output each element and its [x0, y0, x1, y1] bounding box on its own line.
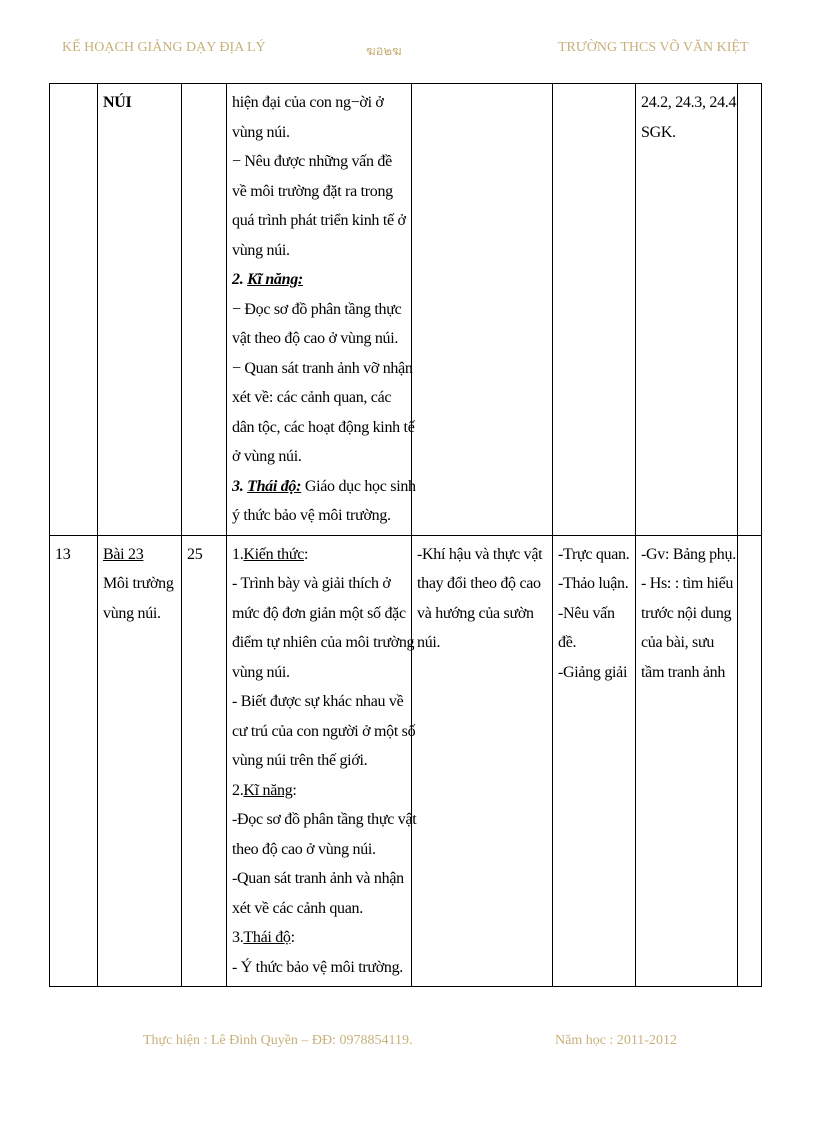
footer-left: Thực hiện : Lê Đình Quyền – ĐĐ: 0978854119. — [143, 1033, 413, 1048]
week-cell — [50, 84, 98, 536]
objective-line: hiện đại của con ng−ời ở — [232, 94, 384, 111]
preparation-cell — [636, 535, 738, 987]
objectives-cell — [227, 84, 416, 536]
preparation-line: -Gv: Bảng phụ. — [641, 545, 736, 563]
preparation-line: 24.2, 24.3, 24.4 — [641, 94, 737, 111]
objective-line: - Trình bày và giải thích ở — [232, 575, 391, 592]
objective-line: theo độ cao ở vùng núi. — [232, 840, 376, 858]
lesson-plan-table — [49, 83, 762, 987]
focus-line: và hướng của sườn — [417, 604, 534, 622]
header-ornament: ฆอ๒ฆ — [366, 43, 402, 58]
objective-line: vùng núi trên thế giới. — [232, 752, 368, 769]
knowledge-heading — [232, 540, 406, 570]
period-cell — [182, 535, 227, 987]
objective-line: − Đọc sơ đồ phân tầng thực — [232, 300, 402, 318]
period-cell — [182, 84, 227, 536]
skills-heading-text: Kĩ năng: — [247, 271, 303, 288]
skills-colon: : — [292, 781, 297, 799]
attitude-heading-text: Thái độ: — [247, 477, 302, 495]
method-line: -Giảng giải — [558, 663, 628, 681]
objective-line: về môi trường đặt ra trong — [232, 182, 393, 200]
attitude-heading-text: Thái độ — [243, 929, 291, 946]
methods-cell — [553, 84, 636, 536]
table-row — [50, 84, 762, 536]
focus-cell — [412, 535, 553, 987]
lesson-cell — [98, 535, 182, 987]
attitude-number: 3. — [232, 929, 244, 946]
objective-line: − Quan sát tranh ảnh vỡ nhận — [232, 359, 413, 377]
focus-line: -Khí hậu và thực vật — [417, 545, 543, 563]
lesson-title: NÚI — [103, 94, 132, 111]
focus-cell — [412, 84, 553, 536]
objective-line: -Quan sát tranh ảnh và nhận — [232, 870, 404, 887]
skills-heading — [232, 776, 406, 806]
objective-line: - Biết được sự khác nhau về — [232, 693, 404, 710]
attitude-colon: : — [290, 929, 295, 946]
objective-line: -Đọc sơ đồ phân tầng thực vật — [232, 811, 417, 828]
method-line: -Trực quan. — [558, 545, 630, 563]
attitude-heading — [232, 923, 406, 953]
preparation-cell — [636, 84, 738, 536]
objective-line: xét về: các cảnh quan, các — [232, 389, 392, 406]
focus-line: núi. — [417, 634, 441, 651]
methods-cell — [553, 535, 636, 987]
objective-line: − Nêu được những vấn đề — [232, 153, 392, 170]
header-left: KẾ HOẠCH GIẢNG DẠY ĐỊA LÝ — [62, 40, 266, 55]
objectives-cell — [227, 535, 417, 987]
skills-number: 2. — [232, 271, 248, 288]
objective-line: cư trú của con người ở một số — [232, 722, 416, 740]
method-line: -Thảo luận. — [558, 575, 629, 592]
table-row — [50, 535, 762, 987]
preparation-line: của bài, sưu — [641, 634, 715, 651]
objective-line: vật theo độ cao ở vùng núi. — [232, 330, 399, 347]
header-right: TRƯỜNG THCS VÕ VĂN KIỆT — [558, 40, 749, 55]
preparation-line: SGK. — [641, 123, 676, 141]
objective-line: ở vùng núi. — [232, 448, 302, 465]
focus-line: thay đổi theo độ cao — [417, 575, 541, 592]
objective-line: quá trình phát triển kinh tế ở — [232, 212, 406, 229]
attitude-number: 3. — [232, 477, 248, 495]
objective-line: - Ý thức bảo vệ môi trường. — [232, 958, 404, 976]
lesson-title: vùng núi. — [103, 604, 161, 622]
attitude-text: Giáo dục học sinh — [301, 477, 416, 495]
method-line: -Nêu vấn — [558, 604, 615, 622]
objective-line: xét về các cảnh quan. — [232, 899, 363, 917]
notes-cell — [738, 84, 762, 536]
skills-number: 2. — [232, 781, 244, 799]
attitude-heading — [232, 472, 416, 502]
objective-line: dân tộc, các hoạt động kinh tế — [232, 418, 415, 436]
period-number: 25 — [187, 545, 203, 563]
week-number: 13 — [55, 545, 71, 563]
objective-line: mức độ đơn giản một số đặc — [232, 604, 406, 622]
objective-line: vùng núi. — [232, 123, 290, 141]
lesson-cell — [98, 84, 182, 536]
preparation-line: tầm tranh ảnh — [641, 663, 726, 681]
lesson-title: Môi trường — [103, 575, 174, 592]
knowledge-heading-text: Kiến thức — [243, 545, 305, 563]
skills-heading-text: Kĩ năng — [243, 781, 293, 799]
skills-heading — [232, 265, 406, 295]
preparation-line: - Hs: : tìm hiểu — [641, 575, 734, 592]
knowledge-colon: : — [304, 545, 309, 563]
objective-line: điểm tự nhiên của môi trường — [232, 634, 415, 651]
objective-line: vùng núi. — [232, 663, 290, 681]
objective-line: vùng núi. — [232, 241, 290, 259]
objective-line: ý thức bảo vệ môi trường. — [232, 507, 391, 524]
notes-cell — [738, 535, 762, 987]
lesson-number: Bài 23 — [103, 545, 144, 563]
preparation-line: trước nội dung — [641, 604, 732, 622]
knowledge-number: 1. — [232, 545, 244, 563]
week-cell — [50, 535, 98, 987]
footer-right: Năm học : 2011-2012 — [555, 1033, 677, 1048]
method-line: đề. — [558, 634, 577, 651]
